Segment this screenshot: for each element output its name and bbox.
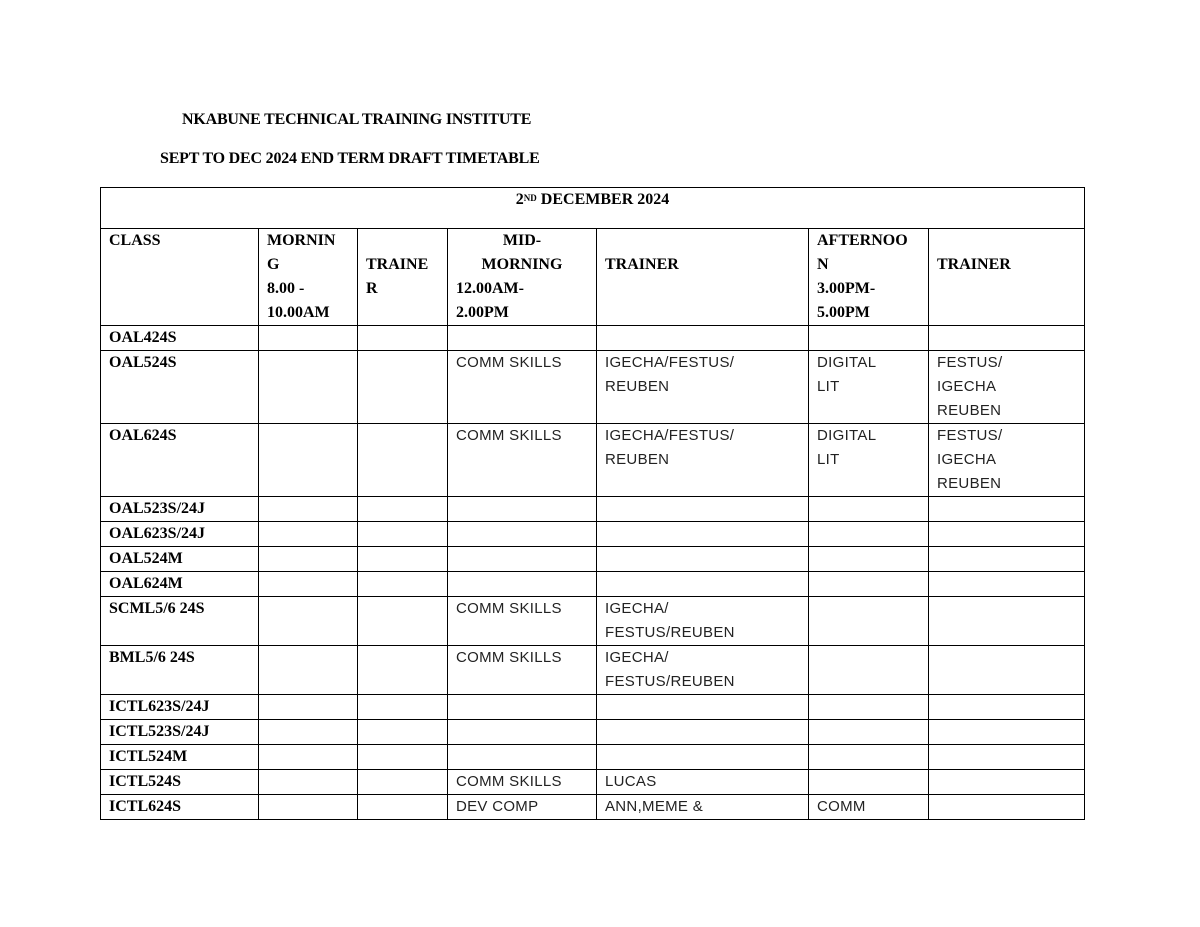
class-cell: OAL624M (101, 572, 259, 597)
trainer-1-cell (358, 572, 448, 597)
trainer-1-cell (358, 597, 448, 646)
afternoon-cell: DIGITAL LIT (809, 351, 929, 424)
table-row (101, 522, 1085, 547)
timetable (100, 187, 1085, 820)
trainer-3-cell (929, 795, 1085, 820)
morning-cell (259, 424, 358, 497)
class-cell: ICTL623S/24J (101, 695, 259, 720)
mid-morning-cell (448, 572, 597, 597)
class-cell: ICTL524S (101, 770, 259, 795)
morning-cell (259, 522, 358, 547)
trainer-1-cell (358, 646, 448, 695)
afternoon-cell (809, 497, 929, 522)
trainer-1-cell (358, 497, 448, 522)
trainer-3-cell (929, 522, 1085, 547)
afternoon-cell (809, 547, 929, 572)
trainer-3-cell (929, 770, 1085, 795)
trainer-3-cell: FESTUS/ IGECHA REUBEN (929, 424, 1085, 497)
class-cell: BML5/6 24S (101, 646, 259, 695)
trainer-1-cell (358, 770, 448, 795)
trainer-1-cell (358, 522, 448, 547)
trainer-1-cell (358, 547, 448, 572)
morning-cell (259, 497, 358, 522)
table-row (101, 326, 1085, 351)
afternoon-cell (809, 572, 929, 597)
class-cell: ICTL624S (101, 795, 259, 820)
class-cell: ICTL523S/24J (101, 720, 259, 745)
table-row (101, 695, 1085, 720)
mid-morning-cell (448, 522, 597, 547)
trainer-2-cell (597, 326, 809, 351)
col-header-trainer-1: TRAINE R (358, 229, 448, 326)
mid-morning-cell (448, 326, 597, 351)
col-header-afternoon: AFTERNOO N 3.00PM- 5.00PM (809, 229, 929, 326)
trainer-2-cell: IGECHA/FESTUS/ REUBEN (597, 424, 809, 497)
trainer-2-cell (597, 720, 809, 745)
table-row (101, 646, 1085, 695)
mid-morning-cell (448, 547, 597, 572)
trainer-2-cell: IGECHA/FESTUS/ REUBEN (597, 351, 809, 424)
afternoon-cell (809, 745, 929, 770)
trainer-2-cell (597, 695, 809, 720)
trainer-2-cell (597, 572, 809, 597)
table-row (101, 795, 1085, 820)
mid-morning-cell: COMM SKILLS (448, 770, 597, 795)
afternoon-cell (809, 720, 929, 745)
col-header-mid-morning: MID- MORNING 12.00AM- 2.00PM (448, 229, 597, 326)
trainer-3-cell (929, 497, 1085, 522)
trainer-3-cell (929, 646, 1085, 695)
col-header-trainer-2: TRAINER (597, 229, 809, 326)
trainer-1-cell (358, 720, 448, 745)
trainer-3-cell (929, 597, 1085, 646)
trainer-2-cell (597, 547, 809, 572)
morning-cell (259, 795, 358, 820)
morning-cell (259, 351, 358, 424)
mid-morning-cell (448, 497, 597, 522)
class-cell: OAL623S/24J (101, 522, 259, 547)
trainer-3-cell (929, 745, 1085, 770)
institute-title: NKABUNE TECHNICAL TRAINING INSTITUTE (182, 111, 532, 128)
class-cell: ICTL524M (101, 745, 259, 770)
afternoon-cell (809, 695, 929, 720)
trainer-3-cell (929, 695, 1085, 720)
trainer-1-cell (358, 326, 448, 351)
class-cell: OAL524S (101, 351, 259, 424)
table-row (101, 497, 1085, 522)
mid-morning-cell (448, 720, 597, 745)
date-row (101, 188, 1085, 229)
mid-morning-cell: COMM SKILLS (448, 351, 597, 424)
afternoon-cell: COMM (809, 795, 929, 820)
trainer-1-cell (358, 695, 448, 720)
date-heading: 2ND DECEMBER 2024 (101, 188, 1085, 229)
morning-cell (259, 547, 358, 572)
table-row (101, 597, 1085, 646)
class-cell: OAL524M (101, 547, 259, 572)
trainer-1-cell (358, 745, 448, 770)
trainer-3-cell: FESTUS/ IGECHA REUBEN (929, 351, 1085, 424)
morning-cell (259, 646, 358, 695)
trainer-3-cell (929, 547, 1085, 572)
afternoon-cell (809, 646, 929, 695)
afternoon-cell (809, 522, 929, 547)
table-row (101, 745, 1085, 770)
trainer-2-cell: IGECHA/ FESTUS/REUBEN (597, 597, 809, 646)
table-row (101, 572, 1085, 597)
morning-cell (259, 720, 358, 745)
trainer-2-cell: LUCAS (597, 770, 809, 795)
timetable-subtitle: SEPT TO DEC 2024 END TERM DRAFT TIMETABLE (160, 150, 540, 167)
column-header-row (101, 229, 1085, 326)
mid-morning-cell (448, 745, 597, 770)
trainer-2-cell: ANN,MEME & (597, 795, 809, 820)
trainer-1-cell (358, 795, 448, 820)
trainer-2-cell (597, 497, 809, 522)
trainer-3-cell (929, 326, 1085, 351)
col-header-class: CLASS (101, 229, 259, 326)
afternoon-cell (809, 597, 929, 646)
trainer-2-cell (597, 522, 809, 547)
morning-cell (259, 597, 358, 646)
morning-cell (259, 326, 358, 351)
afternoon-cell (809, 326, 929, 351)
class-cell: SCML5/6 24S (101, 597, 259, 646)
class-cell: OAL624S (101, 424, 259, 497)
afternoon-cell (809, 770, 929, 795)
morning-cell (259, 695, 358, 720)
table-row (101, 770, 1085, 795)
trainer-2-cell (597, 745, 809, 770)
col-header-trainer-3: TRAINER (929, 229, 1085, 326)
morning-cell (259, 745, 358, 770)
trainer-1-cell (358, 351, 448, 424)
col-header-morning: MORNIN G 8.00 - 10.00AM (259, 229, 358, 326)
mid-morning-cell: COMM SKILLS (448, 424, 597, 497)
trainer-3-cell (929, 572, 1085, 597)
class-cell: OAL424S (101, 326, 259, 351)
table-row (101, 424, 1085, 497)
mid-morning-cell: COMM SKILLS (448, 597, 597, 646)
morning-cell (259, 572, 358, 597)
trainer-2-cell: IGECHA/ FESTUS/REUBEN (597, 646, 809, 695)
trainer-3-cell (929, 720, 1085, 745)
mid-morning-cell (448, 695, 597, 720)
mid-morning-cell: DEV COMP (448, 795, 597, 820)
table-row (101, 351, 1085, 424)
table-row (101, 547, 1085, 572)
table-row (101, 720, 1085, 745)
trainer-1-cell (358, 424, 448, 497)
morning-cell (259, 770, 358, 795)
mid-morning-cell: COMM SKILLS (448, 646, 597, 695)
class-cell: OAL523S/24J (101, 497, 259, 522)
afternoon-cell: DIGITAL LIT (809, 424, 929, 497)
